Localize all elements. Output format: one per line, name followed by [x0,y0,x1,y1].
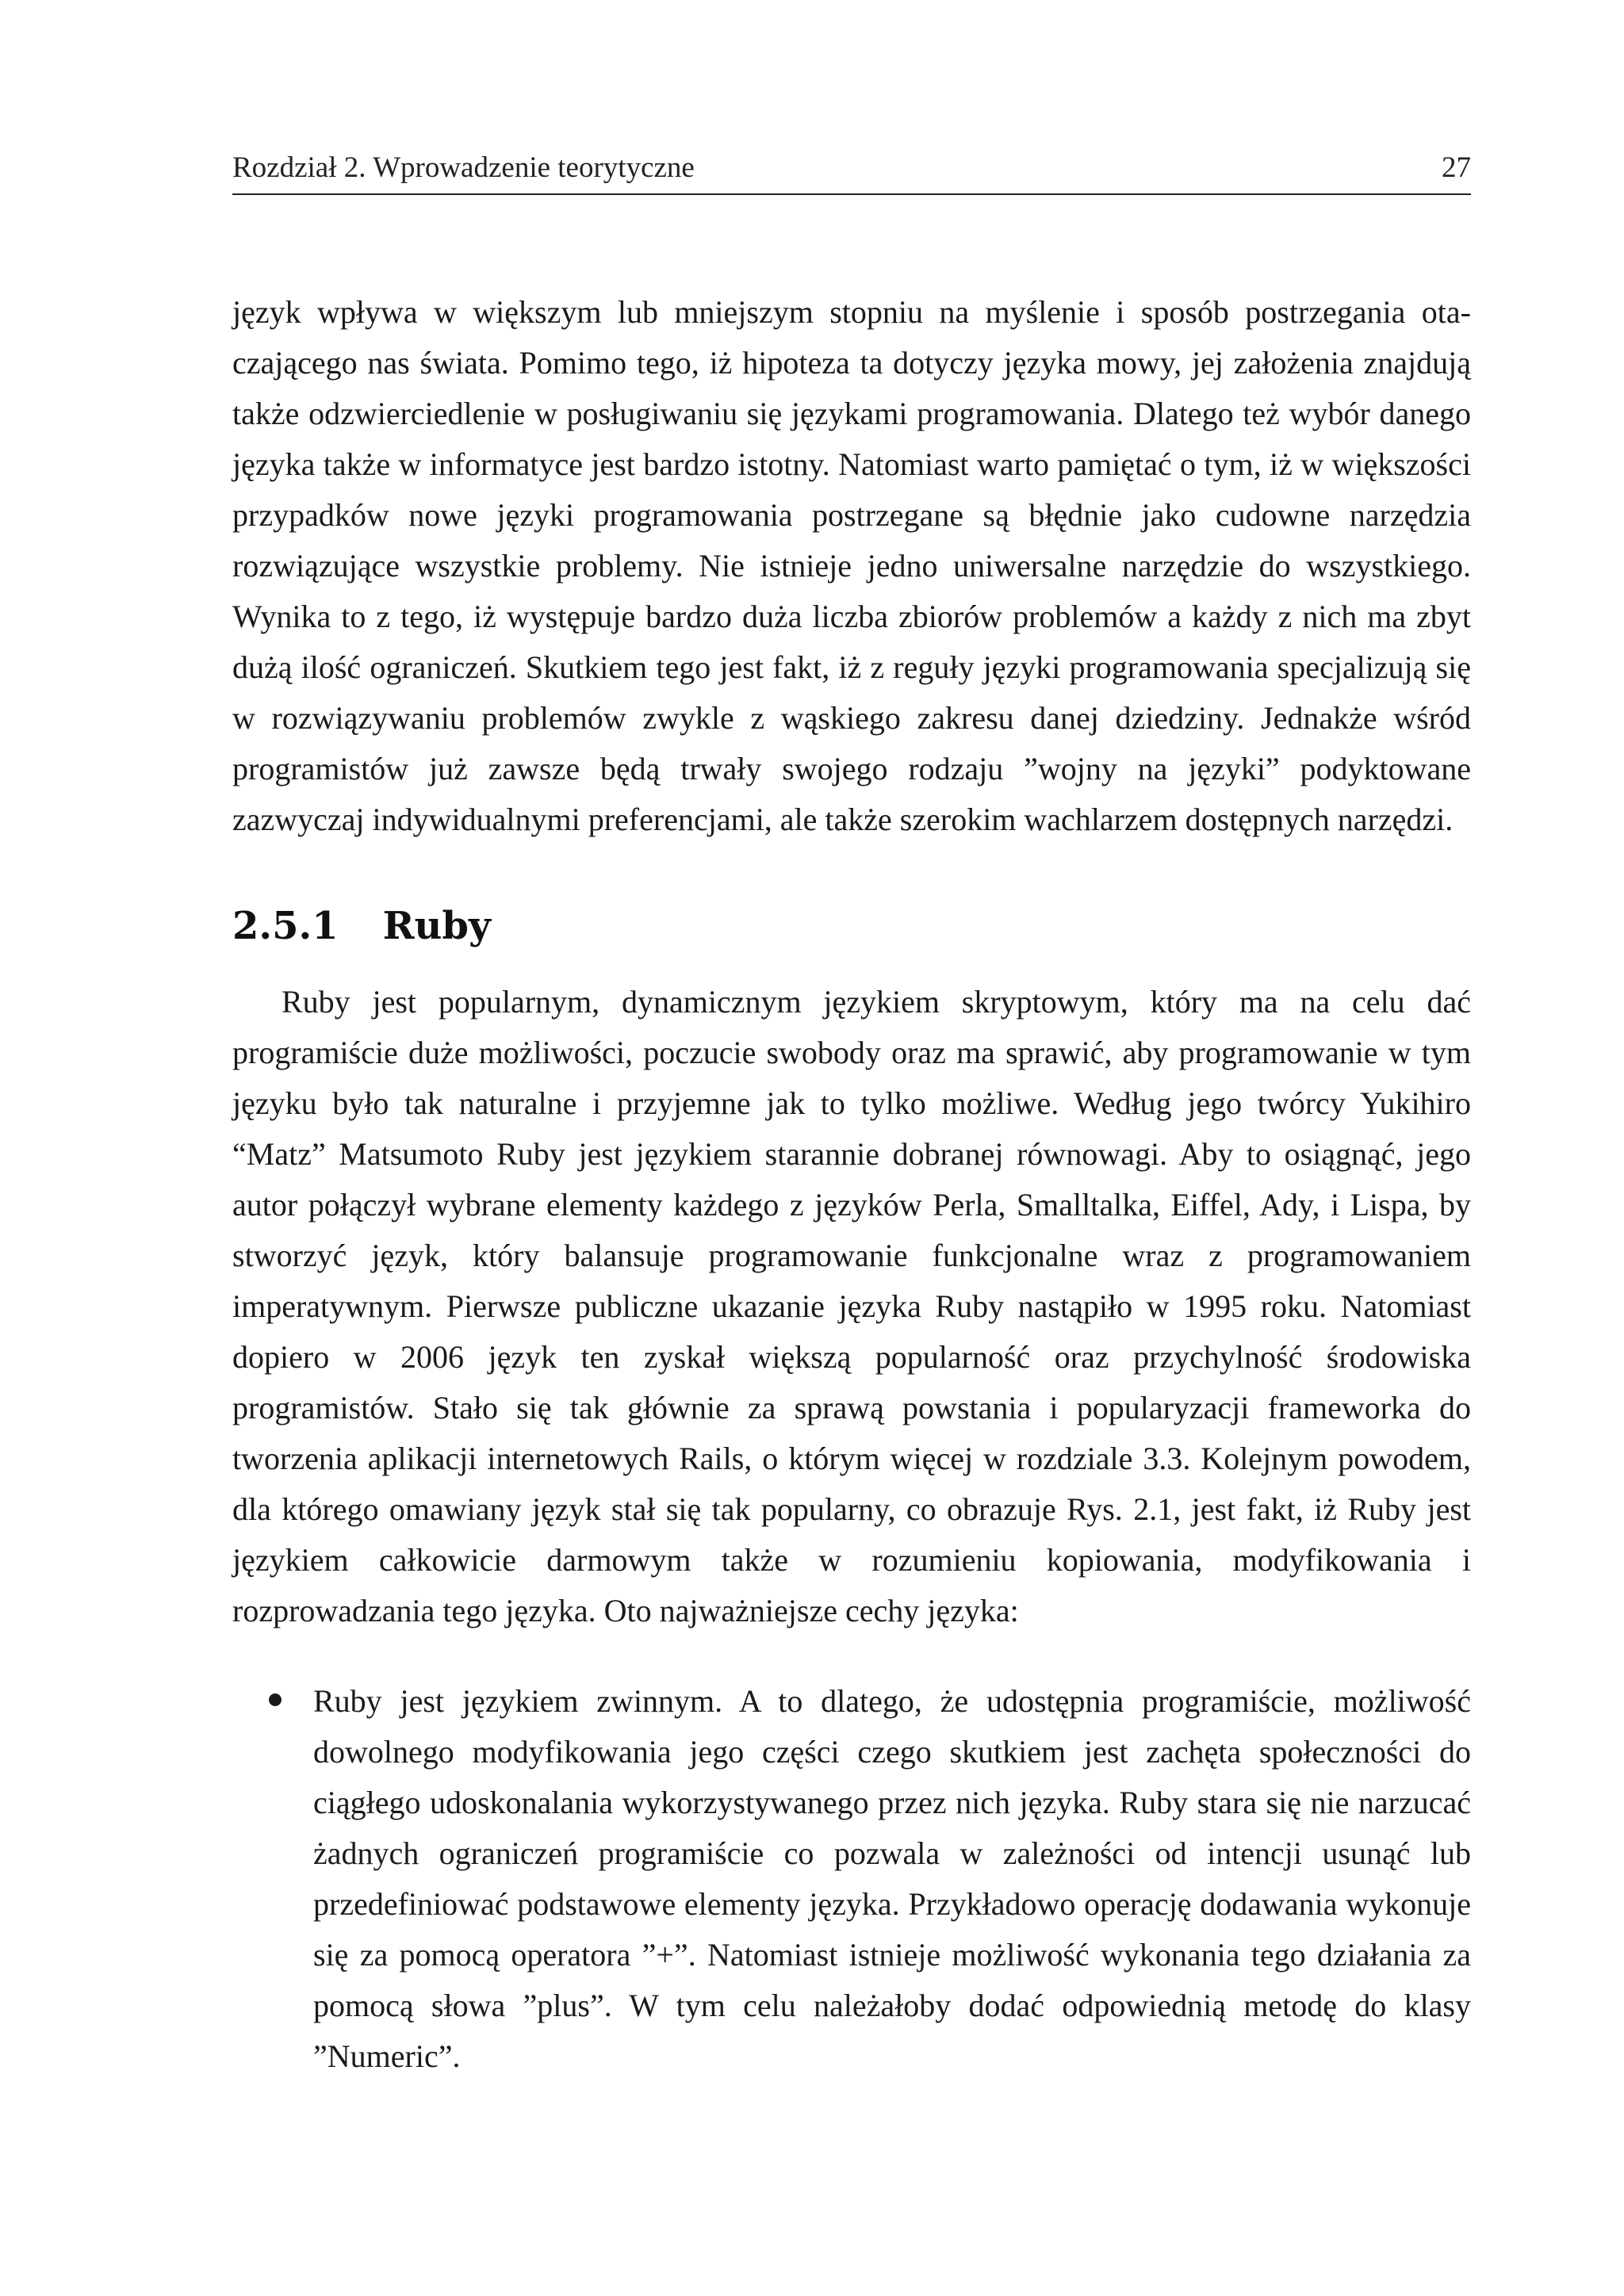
page-number: 27 [1442,151,1471,184]
chapter-title: Rozdział 2. Wprowadzenie teorytyczne [232,151,695,184]
section-title: Ruby [382,904,491,948]
list-item-text: Ruby jest językiem zwinnym. A to dlatego, że udostępnia programiście, możliwość dowolnego modyfikowania jego części czego skutkiem jest zachęta społeczności do ciągłego udoskonalania wykorzystywanego przez nich języka. Ruby stara się nie narzucać żadnych ograniczeń programiście co pozwala w zależności od intencji usunąć lub przedefiniować podstawowe elementy języka. Przykładowo operację dodawania wykonuje się za pomocą operatora ”+”. Natomiast istnieje możliwość wykonania tego działania za pomocą słowa ”plus”. W tym celu należałoby dodać odpowiednią metodę do klasy ”Numeric”. [313,1683,1471,2074]
page-body [232,287,1471,2082]
list-item [313,1676,1471,2082]
section-heading [232,902,1471,950]
running-header [232,151,1471,195]
section-number: 2.5.1 [232,904,339,948]
intro-paragraph: język wpływa w większym lub mniejszym stopniu na myślenie i sposób postrzegania otaczającego nas świata. Pomimo tego, iż hipoteza ta dotyczy języka mowy, jej założenia znajdują także odzwierciedlenie w posługiwaniu się językami programowania. Dlatego też wybór danego języka także w informatyce jest bardzo istotny. Natomiast warto pamiętać o tym, iż w większości przypadków nowe języki programowania postrzegane są błędnie jako cudowne narzędzia rozwiązujące wszystkie problemy. Nie istnieje jedno uniwersalne narzędzie do wszystkiego. Wynika to z tego, iż występuje bardzo duża liczba zbiorów problemów a każdy z nich ma zbyt dużą ilość ograniczeń. Skutkiem tego jest fakt, iż z reguły języki programowania specjalizują się w rozwiązywaniu problemów zwykle z wąskiego zakresu danej dziedziny. Jednakże wśród programistów już zawsze będą trwały swojego rodzaju ”wojny na języki” podyktowane zazwyczaj indywidualnymi preferencjami, ale także szerokim wachlarzem dostępnych narzędzi. [232,294,1471,837]
section-paragraph: Ruby jest popularnym, dynamicznym językiem skryptowym, który ma na celu dać programiście duże możliwości, poczucie swobody oraz ma sprawić, aby programowanie w tym języku było tak naturalne i przyjemne jak to tylko możliwe. Według jego twórcy Yukihiro “Matz” Matsumoto Ruby jest językiem starannie dobranej równowagi. Aby to osiągnąć, jego autor połączył wybrane elementy każdego z języków Perla, Smalltalka, Eiffel, Ady, i Lispa, by stworzyć język, który balansuje programowanie funkcjonalne wraz z programowaniem imperatywnym. Pierwsze publiczne ukazanie języka Ruby nastąpiło w 1995 roku. Natomiast dopiero w 2006 język ten zyskał większą popularność oraz przychylność środowiska programistów. Stało się tak głównie za sprawą powstania i popularyzacji frameworka do tworzenia aplikacji internetowych Rails, o którym więcej w rozdziale 3.3. Kolejnym powodem, dla którego omawiany język stał się tak popularny, co obrazuje Rys. 2.1, jest fakt, iż Ruby jest językiem całkowicie darmowym także w rozumieniu kopiowania, modyfikowania i rozprowadzania tego języka. Oto najważniejsze cechy języka: [232,984,1471,1628]
bullet-icon [269,1693,282,1706]
feature-list [232,1676,1471,2082]
